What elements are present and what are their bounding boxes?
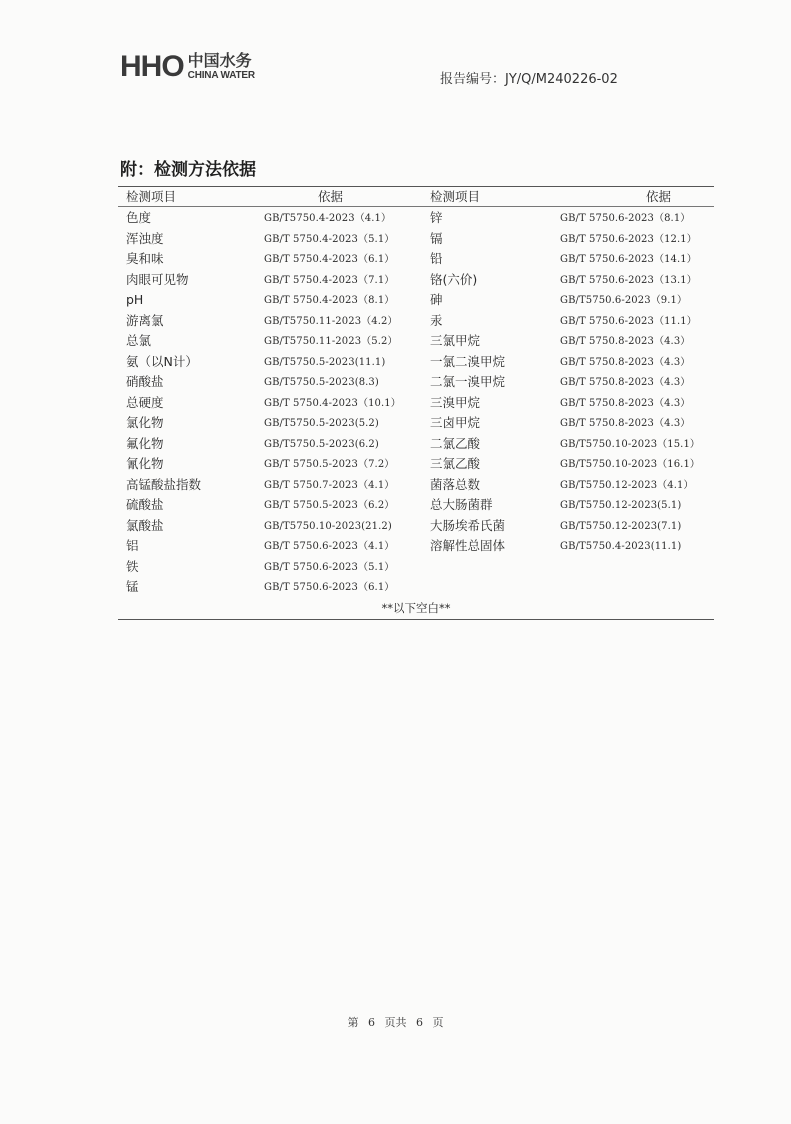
table-row [118, 249, 714, 270]
method-basis-right: GB/T5750.12-2023(5.1) [560, 500, 682, 511]
method-basis-right: GB/T5750.10-2023（15.1） [560, 438, 701, 450]
method-basis-right: GB/T5750.10-2023（16.1） [560, 459, 701, 470]
method-basis-left: GB/T 5750.7-2023（4.1） [264, 479, 395, 491]
test-item-left: 肉眼可见物 [126, 271, 189, 287]
blank-note: **以下空白** [381, 601, 451, 615]
method-basis-left: GB/T 5750.5-2023（6.2） [264, 500, 395, 511]
test-item-right: 菌落总数 [430, 476, 481, 492]
method-basis-right: GB/T 5750.6-2023（12.1） [560, 233, 697, 245]
test-item-left: 高锰酸盐指数 [126, 476, 202, 492]
test-item-right: 锌 [430, 210, 443, 225]
test-item-left: 总硬度 [126, 394, 164, 410]
method-basis-left: GB/T 5750.4-2023（5.1） [264, 233, 395, 245]
table-body [118, 208, 714, 598]
test-item-right: 铅 [430, 251, 443, 266]
test-item-right: 三氯乙酸 [430, 456, 481, 471]
table-row [118, 577, 714, 598]
test-item-right: 一氯二溴甲烷 [430, 353, 506, 369]
method-basis-left: GB/T5750.5-2023(11.1) [264, 356, 386, 368]
test-item-left: 锰 [126, 579, 139, 594]
table-header-rule [118, 206, 714, 207]
logo-chinese-name: 中国水务 [187, 51, 252, 70]
table-row [118, 495, 714, 516]
test-item-left: 铝 [126, 538, 139, 553]
test-item-left: pH [126, 292, 144, 307]
test-item-left: 氰化物 [126, 456, 164, 471]
table-row [118, 270, 714, 291]
method-basis-left: GB/T5750.10-2023(21.2) [264, 520, 392, 532]
header-basis-right: 依据 [646, 189, 672, 204]
method-basis-right: GB/T 5750.6-2023（14.1） [560, 254, 697, 265]
test-item-left: 氨（以N计） [126, 353, 198, 369]
method-basis-left: GB/T 5750.4-2023（10.1） [264, 397, 401, 409]
header-item-left: 检测项目 [126, 189, 177, 204]
table-row [118, 516, 714, 537]
table-bottom-rule [118, 619, 714, 620]
logo-text [188, 53, 255, 81]
test-item-right: 三卤甲烷 [430, 415, 481, 430]
method-basis-right: GB/T 5750.8-2023（4.3） [560, 377, 691, 388]
test-item-right: 铬(六价) [430, 271, 478, 287]
test-item-left: 总氯 [126, 333, 152, 348]
table-row [118, 331, 714, 352]
page-footer: 第 6 页共 6 页 [347, 1016, 444, 1029]
method-basis-right: GB/T 5750.8-2023（4.3） [560, 336, 691, 347]
table-row [118, 434, 714, 455]
method-basis-right: GB/T 5750.6-2023（13.1） [560, 274, 697, 286]
test-item-left: 色度 [126, 210, 152, 225]
method-basis-right: GB/T 5750.8-2023（4.3） [560, 397, 691, 409]
report-number: 报告编号：JY/Q/M240226-02 [440, 72, 618, 87]
table-top-rule [118, 186, 714, 187]
test-item-left: 臭和味 [126, 251, 164, 266]
method-basis-left: GB/T5750.5-2023(5.2) [264, 418, 379, 429]
table-row [118, 290, 714, 311]
test-item-right: 镉 [430, 230, 443, 246]
test-item-right: 三溴甲烷 [430, 394, 481, 410]
method-basis-left: GB/T5750.5-2023(6.2) [264, 438, 379, 450]
table-row [118, 352, 714, 373]
table-row [118, 413, 714, 434]
method-basis-left: GB/T 5750.4-2023（8.1） [264, 295, 395, 306]
method-basis-left: GB/T 5750.6-2023（4.1） [264, 541, 395, 552]
table-row [118, 536, 714, 557]
logo-english-name: CHINA WATER [187, 70, 255, 81]
test-item-right: 砷 [430, 292, 443, 307]
table-row [118, 229, 714, 250]
test-item-right: 二氯一溴甲烷 [430, 374, 506, 389]
test-item-left: 硝酸盐 [126, 374, 164, 389]
method-basis-left: GB/T5750.11-2023（4.2） [264, 315, 398, 327]
table-row [118, 372, 714, 393]
table-row [118, 557, 714, 578]
method-basis-left: GB/T5750.4-2023（4.1） [264, 213, 392, 224]
table-row [118, 311, 714, 332]
method-basis-right: GB/T5750.12-2023(7.1) [560, 520, 682, 532]
section-title: 附：检测方法依据 [120, 160, 256, 180]
method-basis-right: GB/T 5750.6-2023（11.1） [560, 315, 697, 327]
table-row [118, 475, 714, 496]
test-item-right: 二氯乙酸 [430, 435, 481, 451]
table-row [118, 208, 714, 229]
method-basis-right: GB/T5750.4-2023(11.1) [560, 541, 682, 552]
method-basis-left: GB/T5750.5-2023(8.3) [264, 377, 379, 388]
method-basis-right: GB/T 5750.8-2023（4.3） [560, 356, 691, 368]
method-basis-left: GB/T 5750.4-2023（7.1） [264, 274, 395, 286]
test-item-left: 游离氯 [126, 312, 164, 328]
method-basis-left: GB/T 5750.5-2023（7.2） [264, 459, 395, 470]
test-item-right: 汞 [430, 312, 443, 328]
test-item-left: 氯酸盐 [126, 517, 164, 533]
test-item-left: 浑浊度 [126, 230, 164, 246]
method-basis-right: GB/T5750.12-2023（4.1） [560, 479, 694, 491]
logo-mark: HHO [120, 50, 184, 83]
method-basis-left: GB/T 5750.6-2023（5.1） [264, 561, 395, 573]
header-item-right: 检测项目 [430, 189, 481, 204]
method-basis-right: GB/T 5750.6-2023（8.1） [560, 213, 691, 224]
test-item-right: 三氯甲烷 [430, 333, 481, 348]
test-item-left: 氟化物 [126, 435, 164, 451]
table-row [118, 454, 714, 475]
method-basis-left: GB/T 5750.6-2023（6.1） [264, 582, 395, 593]
test-item-right: 溶解性总固体 [430, 538, 506, 553]
method-basis-left: GB/T5750.11-2023（5.2） [264, 336, 398, 347]
table-row [118, 393, 714, 414]
test-item-right: 总大肠菌群 [430, 497, 493, 512]
method-basis-left: GB/T 5750.4-2023（6.1） [264, 254, 395, 265]
test-item-right: 大肠埃希氏菌 [430, 517, 506, 533]
header-basis-left: 依据 [318, 189, 344, 204]
company-logo [120, 50, 255, 84]
test-item-left: 铁 [126, 558, 139, 574]
test-item-left: 氯化物 [126, 415, 164, 430]
method-basis-right: GB/T 5750.8-2023（4.3） [560, 418, 691, 429]
test-item-left: 硫酸盐 [126, 497, 164, 512]
method-basis-right: GB/T5750.6-2023（9.1） [560, 295, 688, 306]
